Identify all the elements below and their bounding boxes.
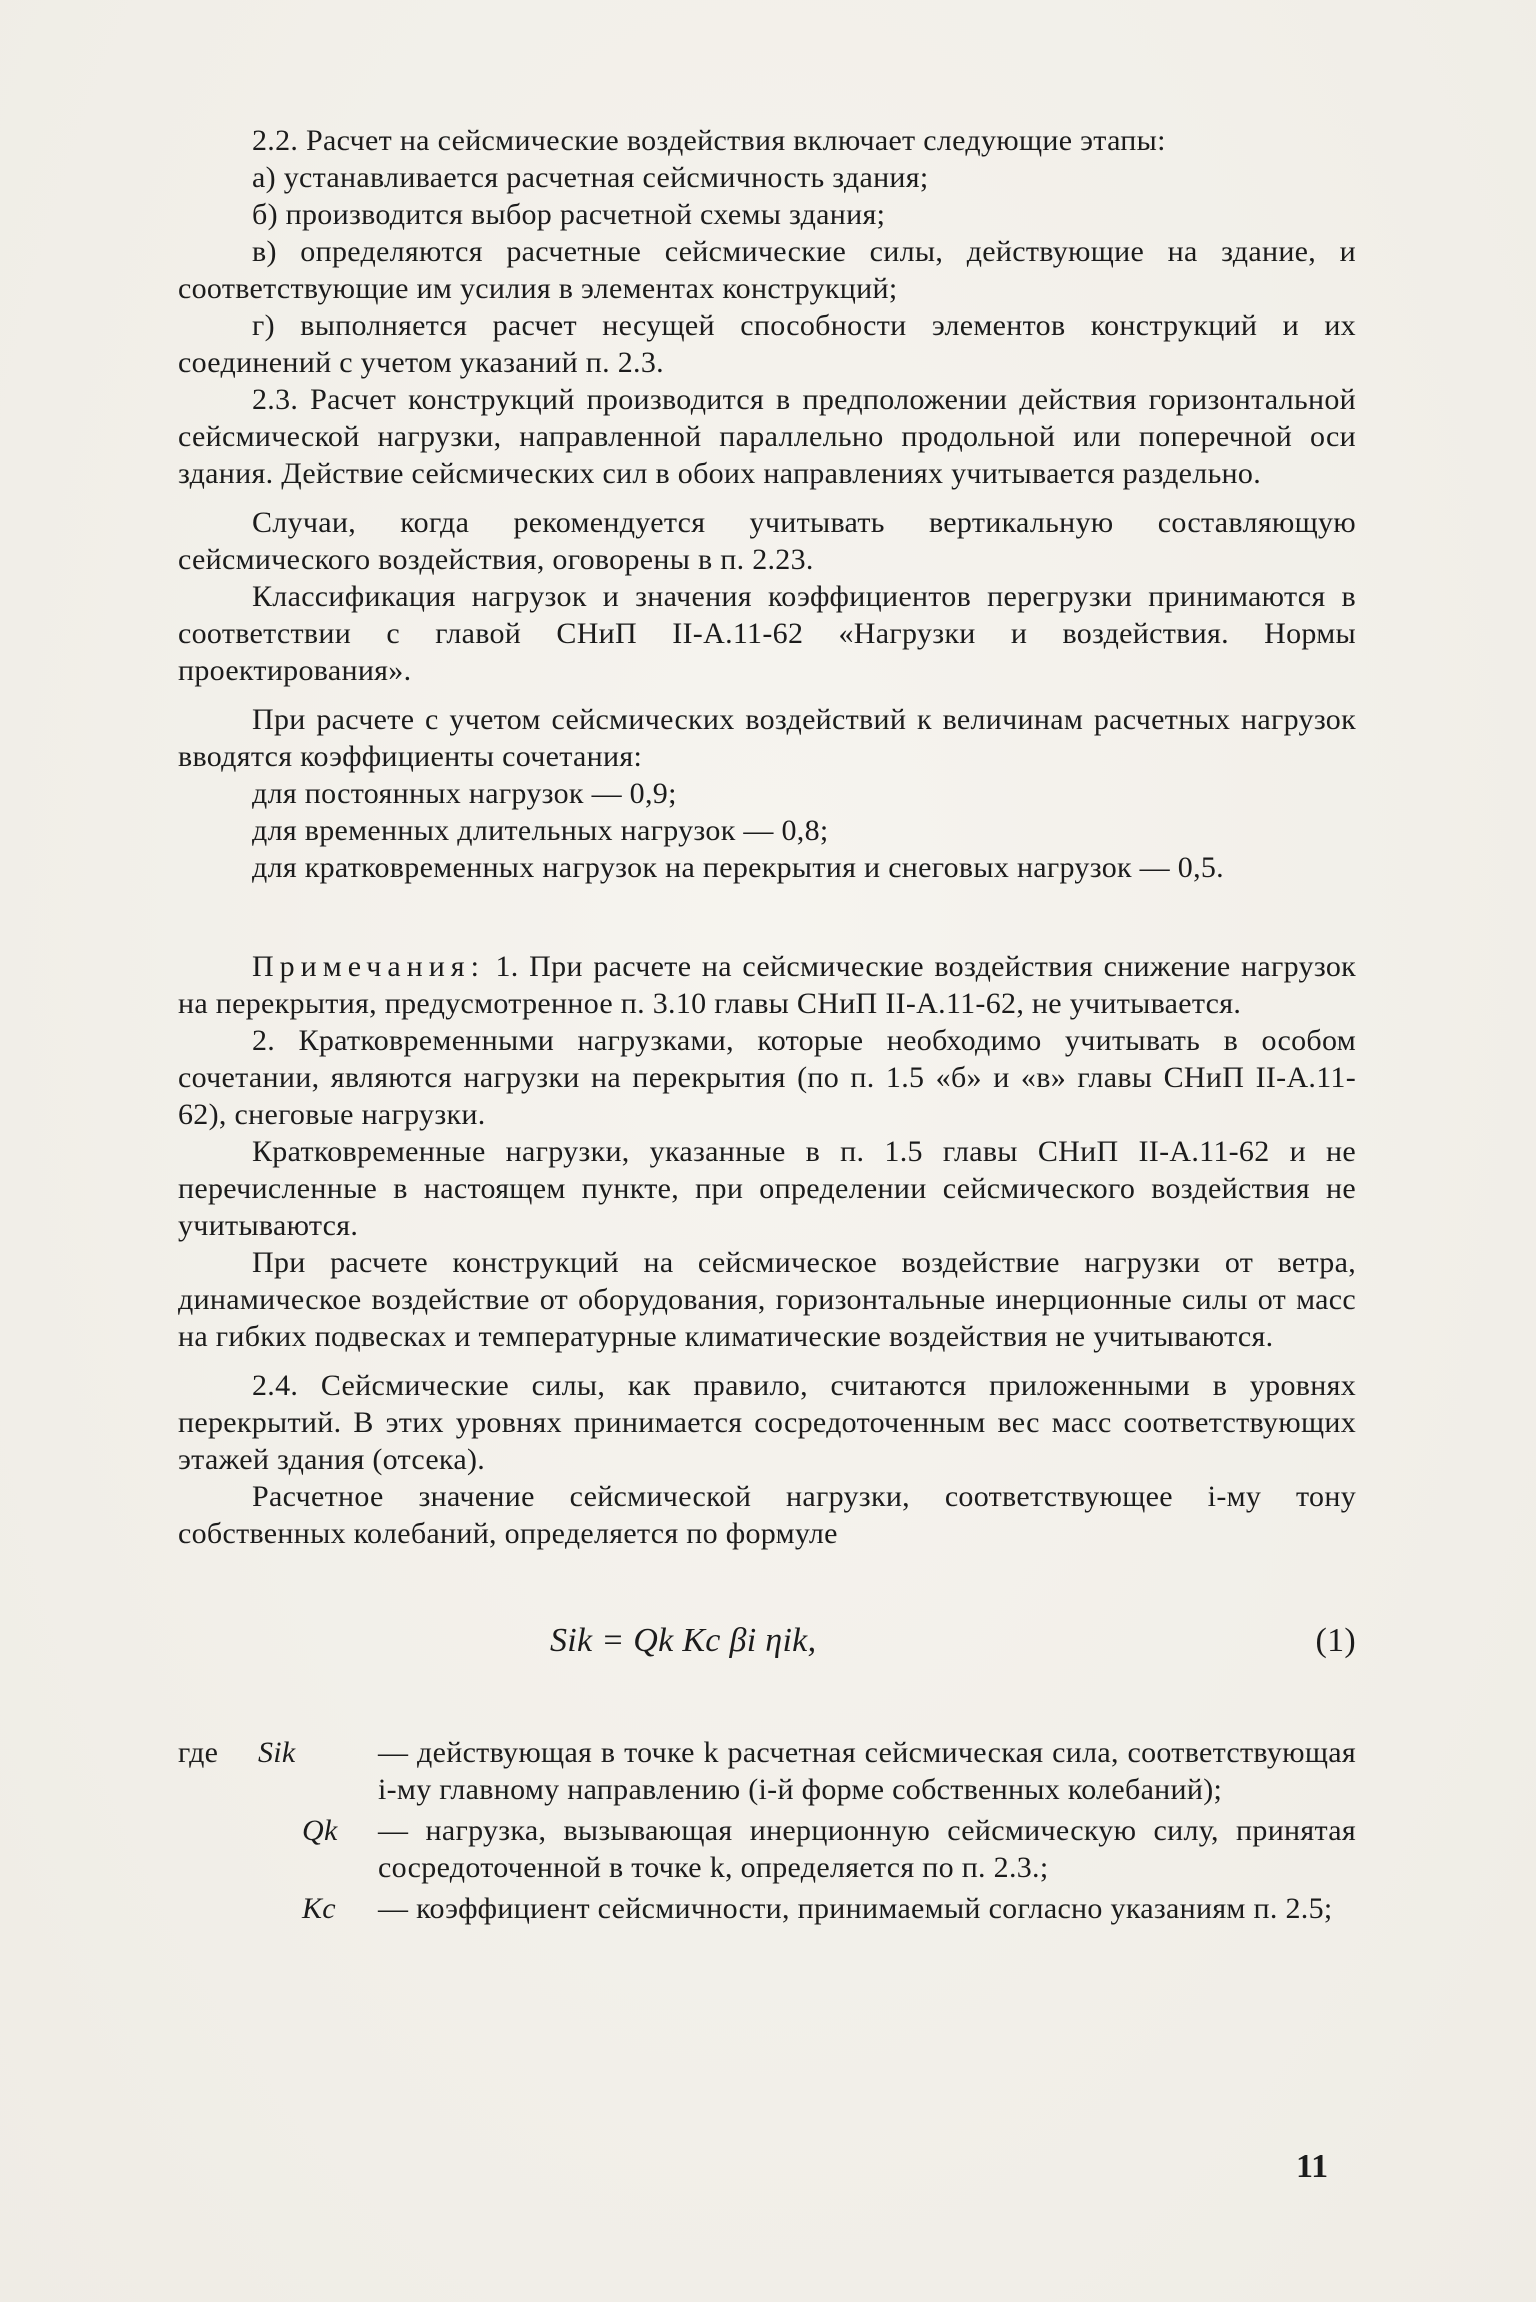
definition-symbol-sik: Sik bbox=[258, 1736, 296, 1769]
paragraph-2-4: 2.4. Сейсмические силы, как правило, считаются приложенными в уровнях перекрытий. В этих уровнях принимается сосредоточенным вес масс соответствующих этажей здания (отсека). bbox=[178, 1369, 1356, 1476]
definition-lead: где bbox=[178, 1736, 219, 1769]
definition-symbol-qk: Qk bbox=[302, 1814, 338, 1847]
formula-expression: Sik = Qk Kc βi ηik, bbox=[550, 1622, 817, 1659]
notes-label: Примечания: bbox=[252, 950, 485, 983]
coef-long-term: для временных длительных нагрузок — 0,8; bbox=[252, 814, 829, 847]
notes-1-text: 1. При расчете на сейсмические воздействия снижение нагрузок на перекрытия, предусмотренное п. 3.10 главы СНиП II-А.11-62, не учитывается. bbox=[178, 950, 1356, 1020]
formula-1 bbox=[178, 1604, 1356, 1678]
notes-3: Кратковременные нагрузки, указанные в п. 1.5 главы СНиП II-А.11-62 и не перечисленные в настоящем пункте, при определении сейсмического воздействия не учитываются. bbox=[178, 1135, 1356, 1242]
paragraph-2-3: 2.3. Расчет конструкций производится в предположении действия горизонтальной сейсмической нагрузки, направленной параллельно продольной или поперечной оси здания. Действие сейсмических сил в обоих направлениях учитывается раздельно. bbox=[178, 383, 1356, 490]
notes-1 bbox=[178, 948, 1356, 1022]
paragraph-cases: Случаи, когда рекомендуется учитывать вертикальную составляющую сейсмического воздействия, оговорены в п. 2.23. bbox=[178, 506, 1356, 576]
definitions-list bbox=[178, 1734, 1356, 1927]
notes-4: При расчете конструкций на сейсмическое воздействие нагрузки от ветра, динамическое воздействие от оборудования, горизонтальные инерционные силы от масс на гибких подвесках и температурные климатические воздействия не учитываются. bbox=[178, 1246, 1356, 1353]
coef-short-term: для кратковременных нагрузок на перекрытия и снеговых нагрузок — 0,5. bbox=[252, 851, 1224, 884]
definition-text-kc: — коэффициент сейсмичности, принимаемый согласно указаниям п. 2.5; bbox=[378, 1892, 1333, 1925]
paragraph-combination: При расчете с учетом сейсмических воздействий к величинам расчетных нагрузок вводятся коэффициенты сочетания: bbox=[178, 703, 1356, 773]
formula-number: (1) bbox=[1315, 1622, 1356, 1659]
paragraph-formula-intro: Расчетное значение сейсмической нагрузки, соответствующее i-му тону собственных колебаний, определяется по формуле bbox=[178, 1480, 1356, 1550]
list-item-g: г) выполняется расчет несущей способности элементов конструкций и их соединений с учетом указаний п. 2.3. bbox=[178, 309, 1356, 379]
coef-permanent: для постоянных нагрузок — 0,9; bbox=[252, 777, 677, 810]
definition-kc bbox=[178, 1890, 1356, 1927]
paragraph-2-2: 2.2. Расчет на сейсмические воздействия включает следующие этапы: bbox=[252, 124, 1166, 157]
list-item-a: а) устанавливается расчетная сейсмичность здания; bbox=[252, 161, 929, 194]
list-item-b: б) производится выбор расчетной схемы здания; bbox=[252, 198, 886, 231]
definition-sik bbox=[178, 1734, 1356, 1808]
definition-qk bbox=[178, 1812, 1356, 1886]
list-item-v: в) определяются расчетные сейсмические силы, действующие на здание, и соответствующие им усилия в элементах конструкций; bbox=[178, 235, 1356, 305]
definition-text-qk: — нагрузка, вызывающая инерционную сейсмическую силу, принятая сосредоточенной в точке k, определяется по п. 2.3.; bbox=[378, 1814, 1356, 1884]
notes-2: 2. Кратковременными нагрузками, которые необходимо учитывать в особом сочетании, являются нагрузки на перекрытия (по п. 1.5 «б» и «в» главы СНиП II-А.11-62), снеговые нагрузки. bbox=[178, 1024, 1356, 1131]
page-number: 11 bbox=[1296, 2148, 1329, 2185]
paragraph-classification: Классификация нагрузок и значения коэффициентов перегрузки принимаются в соответствии с главой СНиП II-А.11-62 «Нагрузки и воздействия. Нормы проектирования». bbox=[178, 580, 1356, 687]
text-body bbox=[178, 122, 1356, 1931]
definition-text-sik: — действующая в точке k расчетная сейсмическая сила, соответствующая i-му главному направлению (i-й форме собственных колебаний); bbox=[378, 1736, 1356, 1806]
definition-symbol-kc: Kc bbox=[302, 1892, 336, 1925]
